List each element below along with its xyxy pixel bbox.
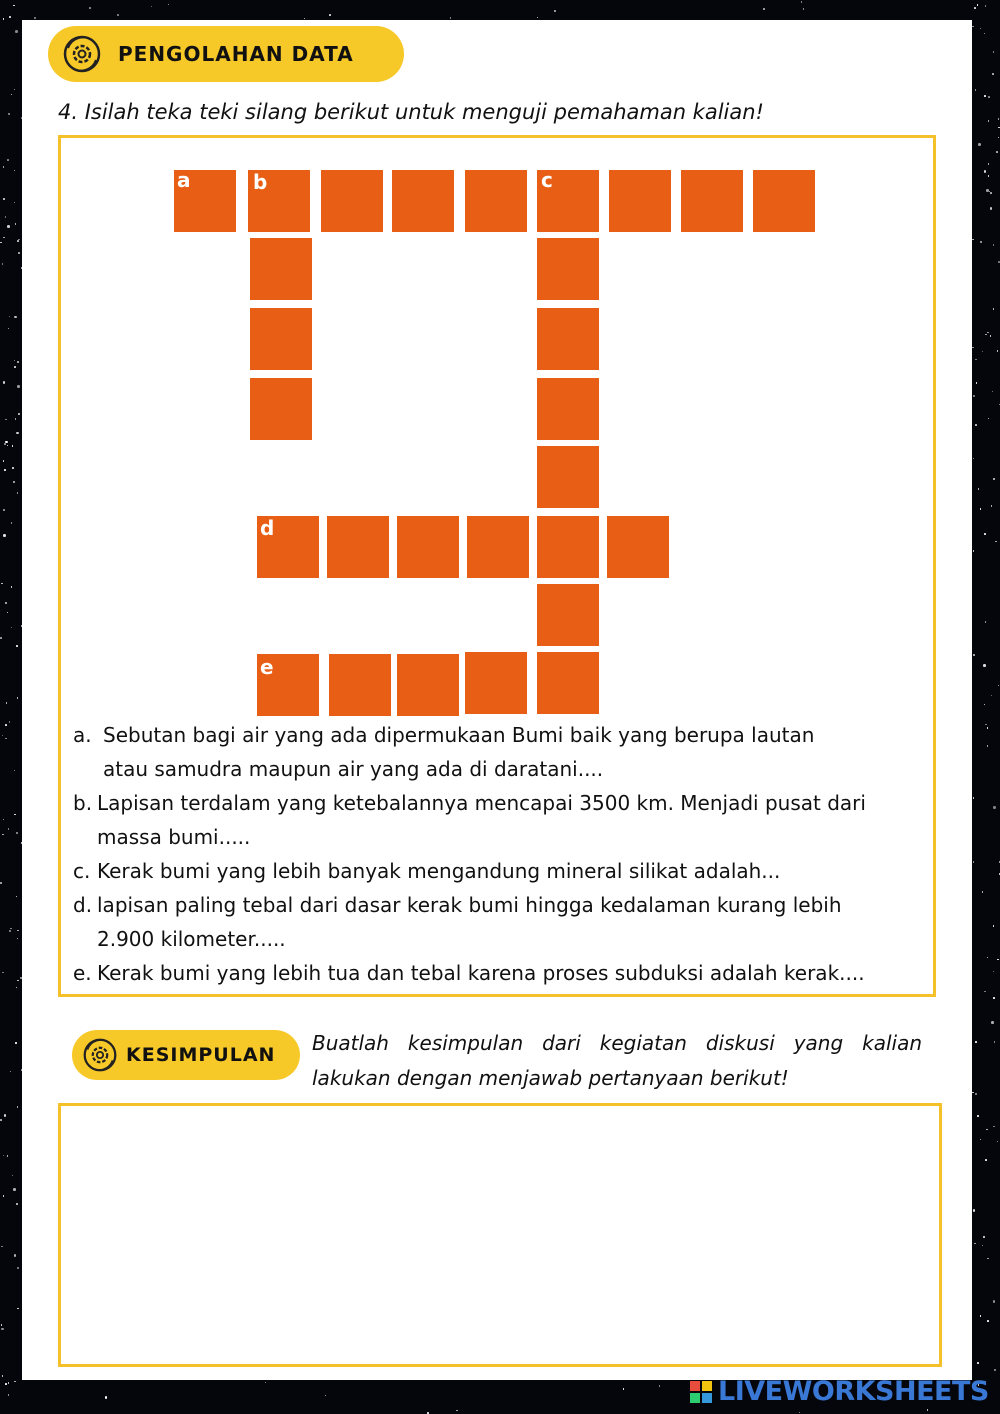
crossword-cell[interactable]	[537, 652, 599, 714]
worksheet-page	[22, 20, 972, 1380]
clue-line: Kerak bumi yang lebih tua dan tebal karena proses subduksi adalah kerak....	[97, 961, 865, 985]
clue-key: d.	[73, 893, 93, 917]
crossword-cell[interactable]	[327, 516, 389, 578]
clue-line: atau samudra maupun air yang ada di daratani....	[103, 757, 604, 781]
section-header-kesimpulan	[72, 1030, 300, 1080]
clue-number-d: d	[260, 516, 275, 540]
crossword-cell[interactable]	[537, 446, 599, 508]
crossword-cell[interactable]	[753, 170, 815, 232]
crossword-cell[interactable]	[329, 654, 391, 716]
crossword-cell[interactable]	[321, 170, 383, 232]
crossword-cell[interactable]	[537, 238, 599, 300]
clue-line: massa bumi.....	[97, 825, 251, 849]
clue-line: lapisan paling tebal dari dasar kerak bumi hingga kedalaman kurang lebih	[97, 893, 842, 917]
gear-cycle-icon	[82, 1037, 118, 1073]
crossword-cell[interactable]	[397, 654, 459, 716]
clue-item-c	[73, 854, 929, 888]
crossword-cell[interactable]	[250, 238, 312, 300]
clue-key: c.	[73, 859, 91, 883]
crossword-cell[interactable]	[537, 378, 599, 440]
clue-item-d	[73, 888, 929, 956]
crossword-cell[interactable]	[392, 170, 454, 232]
clue-line: 2.900 kilometer.....	[97, 927, 286, 951]
gear-cycle-icon	[62, 34, 102, 74]
crossword-cell[interactable]	[609, 170, 671, 232]
clue-key: e.	[73, 961, 92, 985]
clue-key: b.	[73, 791, 93, 815]
crossword-cell[interactable]	[537, 516, 599, 578]
crossword-cell[interactable]	[537, 584, 599, 646]
section-title: PENGOLAHAN DATA	[118, 42, 354, 66]
clue-line: Lapisan terdalam yang ketebalannya mencapai 3500 km. Menjadi pusat dari	[97, 791, 866, 815]
section-title: KESIMPULAN	[126, 1044, 276, 1066]
clue-item-a	[73, 718, 929, 786]
clue-line: Kerak bumi yang lebih banyak mengandung mineral silikat adalah...	[97, 859, 781, 883]
clue-number-a: a	[177, 168, 191, 192]
section-header-pengolahan-data	[48, 26, 404, 82]
crossword-cell[interactable]	[250, 378, 312, 440]
instruction-text: 4. Isilah teka teki silang berikut untuk menguji pemahaman kalian!	[58, 100, 764, 124]
crossword-cell[interactable]	[537, 308, 599, 370]
crossword-panel	[58, 135, 936, 997]
clue-number-c: c	[541, 168, 553, 192]
crossword-cell[interactable]	[467, 516, 529, 578]
clue-list	[73, 718, 929, 990]
brand-name: LIVEWORKSHEETS	[718, 1376, 989, 1407]
crossword-cell[interactable]	[607, 516, 669, 578]
crossword-cell[interactable]	[681, 170, 743, 232]
clue-item-e	[73, 956, 929, 990]
clue-number-e: e	[260, 655, 274, 679]
crossword-cell[interactable]	[465, 170, 527, 232]
clue-number-b: b	[253, 170, 268, 194]
clue-key: a.	[73, 723, 92, 747]
crossword-cell[interactable]	[250, 308, 312, 370]
kesimpulan-instruction: Buatlah kesimpulan dari kegiatan diskusi yang kalian lakukan dengan menjawab pertanyaan berikut!	[312, 1031, 922, 1090]
crossword-cell[interactable]	[465, 652, 527, 714]
conclusion-answer-box[interactable]	[58, 1103, 942, 1367]
crossword-cell[interactable]	[397, 516, 459, 578]
clue-item-b	[73, 786, 929, 854]
liveworksheets-logo	[690, 1376, 989, 1407]
clue-line: Sebutan bagi air yang ada dipermukaan Bumi baik yang berupa lautan	[103, 723, 815, 747]
liveworksheets-mark-icon	[690, 1381, 712, 1403]
